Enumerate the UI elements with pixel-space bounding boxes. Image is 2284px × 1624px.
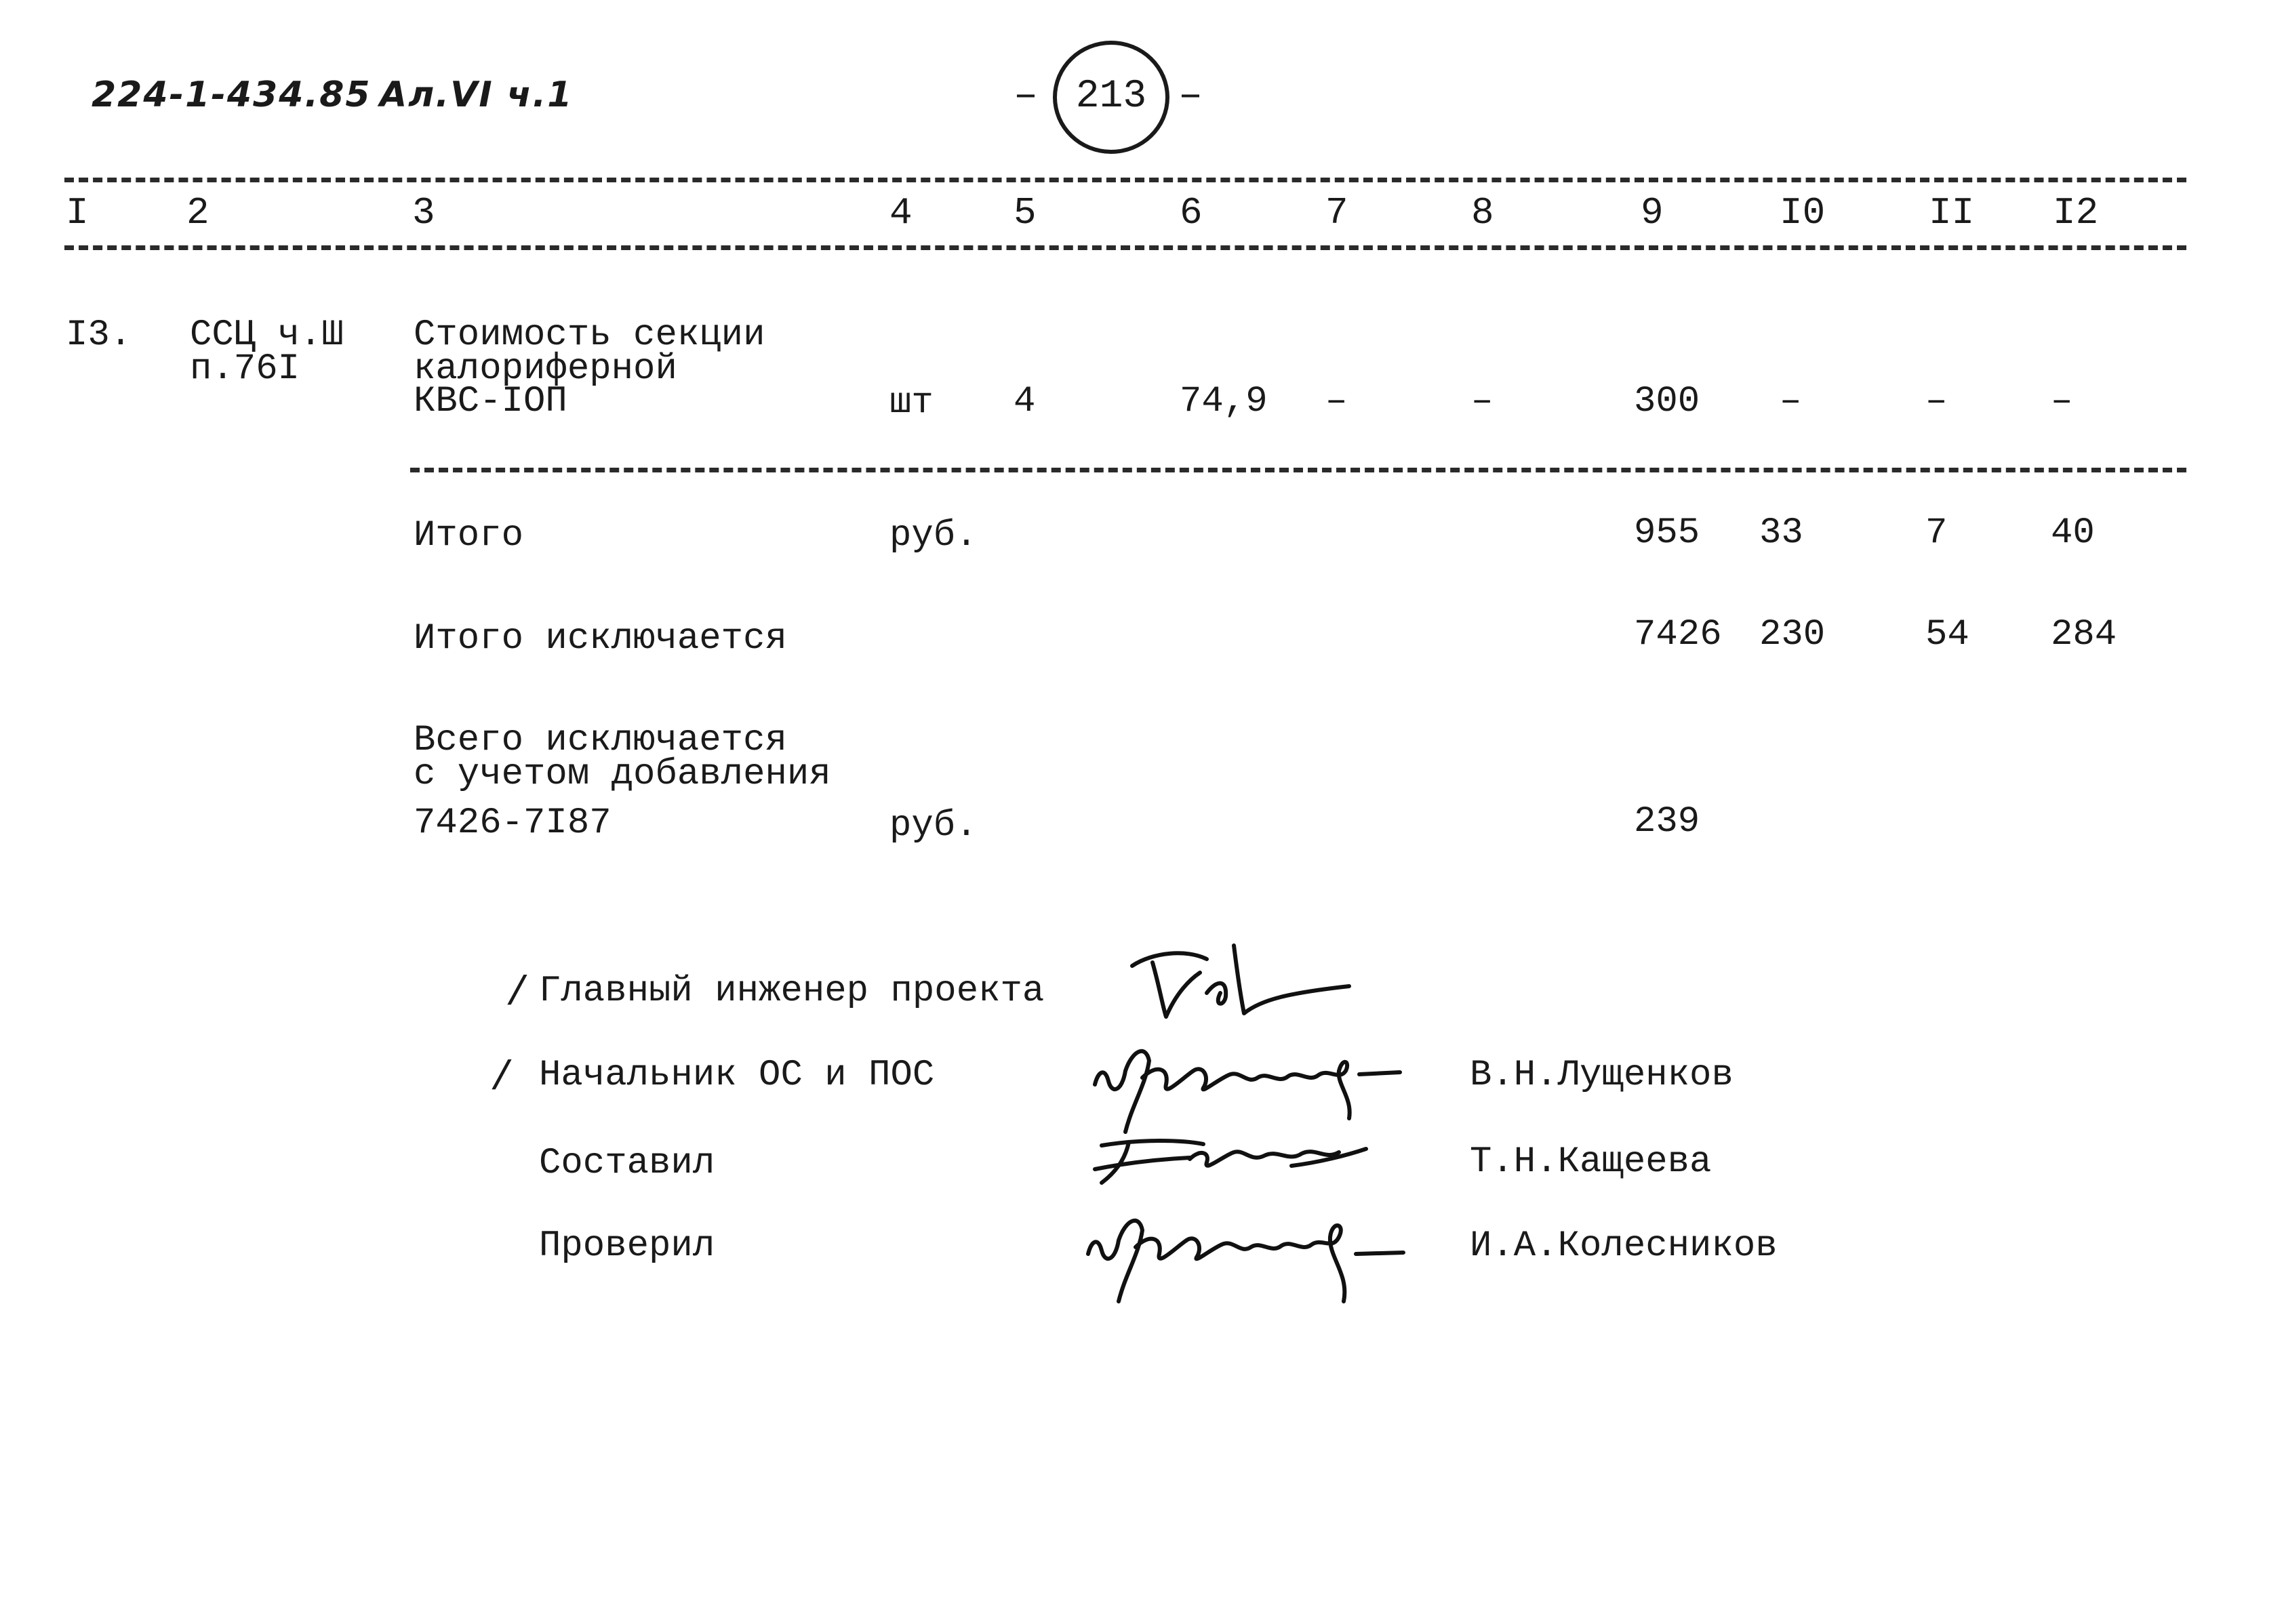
signature-role-3: Составил bbox=[539, 1143, 715, 1184]
page-number-circle bbox=[1053, 41, 1169, 154]
cell-col7: – bbox=[1325, 381, 1348, 422]
col-header-1: I bbox=[66, 191, 89, 235]
total-excluded-col11: 54 bbox=[1925, 614, 1969, 655]
cell-col9: 300 bbox=[1634, 381, 1700, 422]
col-header-10: I0 bbox=[1780, 191, 1826, 235]
total-label: Итого bbox=[414, 515, 524, 556]
total-col11: 7 bbox=[1925, 512, 1948, 554]
col-header-5: 5 bbox=[1014, 191, 1037, 235]
col-header-9: 9 bbox=[1641, 191, 1664, 235]
grand-total-unit: руб. bbox=[889, 805, 978, 847]
total-col9: 955 bbox=[1634, 512, 1700, 554]
total-col10: 33 bbox=[1759, 512, 1803, 554]
row-separator-rule bbox=[410, 468, 2186, 472]
total-excluded-col12: 284 bbox=[2051, 614, 2117, 655]
signature-role-1: Главный инженер проекта bbox=[539, 971, 1045, 1012]
cell-col8: – bbox=[1471, 381, 1494, 422]
reference-line-2: п.76I bbox=[190, 348, 300, 390]
row-number: I3. bbox=[66, 314, 132, 356]
signature-name-2: В.Н.Лущенков bbox=[1470, 1055, 1734, 1096]
col-header-6: 6 bbox=[1180, 191, 1203, 235]
cell-col11: – bbox=[1925, 381, 1948, 422]
description-line-1: Стоимость секции bbox=[414, 314, 765, 356]
signature-role-4: Проверил bbox=[539, 1225, 715, 1267]
unit: шт bbox=[889, 382, 934, 424]
col-header-12: I2 bbox=[2053, 191, 2099, 235]
reference-line-1: ССЦ ч.Ш bbox=[190, 314, 344, 356]
col-header-11: II bbox=[1929, 191, 1975, 235]
cell-col12: – bbox=[2051, 381, 2073, 422]
page-dash-right: – bbox=[1178, 73, 1203, 119]
grand-total-line-2: с учетом добавления bbox=[414, 754, 831, 795]
total-excluded-col9: 7426 bbox=[1634, 614, 1722, 655]
signature-image-3 bbox=[1088, 1132, 1373, 1193]
col-header-4: 4 bbox=[889, 191, 913, 235]
signature-image-2 bbox=[1085, 1030, 1403, 1139]
grand-total-formula: 7426-7I87 bbox=[414, 803, 612, 844]
description-line-3: КВС-IОП bbox=[414, 381, 567, 422]
cell-col10: – bbox=[1780, 381, 1802, 422]
signature-name-3: Т.Н.Кащеева bbox=[1470, 1141, 1712, 1183]
table-top-rule bbox=[64, 178, 2186, 182]
total-excluded-col10: 230 bbox=[1759, 614, 1826, 655]
col-header-3: 3 bbox=[412, 191, 435, 235]
signature-name-4: И.А.Колесников bbox=[1470, 1225, 1778, 1267]
document-code: 224-1-434.85 bbox=[92, 75, 372, 115]
col-header-8: 8 bbox=[1471, 191, 1494, 235]
page-number: 213 bbox=[1075, 75, 1147, 119]
album-reference: Ал.VI ч.1 bbox=[380, 75, 574, 115]
col-header-7: 7 bbox=[1325, 191, 1348, 235]
grand-total-line-1: Всего исключается bbox=[414, 720, 787, 761]
signature-image-4 bbox=[1078, 1200, 1410, 1308]
cell-col6: 74,9 bbox=[1180, 381, 1268, 422]
check-mark-1: / bbox=[505, 971, 530, 1017]
total-excluded-label: Итого исключается bbox=[414, 618, 787, 659]
col-header-2: 2 bbox=[186, 191, 209, 235]
total-unit: руб. bbox=[889, 515, 978, 556]
cell-col5: 4 bbox=[1014, 381, 1036, 422]
signature-image-1 bbox=[1125, 939, 1356, 1027]
page-dash-left: – bbox=[1014, 73, 1039, 119]
grand-total-col9: 239 bbox=[1634, 801, 1700, 843]
total-col12: 40 bbox=[2051, 512, 2095, 554]
signature-role-2: Начальник ОС и ПОС bbox=[539, 1055, 935, 1096]
table-header-rule bbox=[64, 245, 2186, 250]
check-mark-2: / bbox=[489, 1056, 515, 1102]
description-line-2: калориферной bbox=[414, 348, 677, 390]
